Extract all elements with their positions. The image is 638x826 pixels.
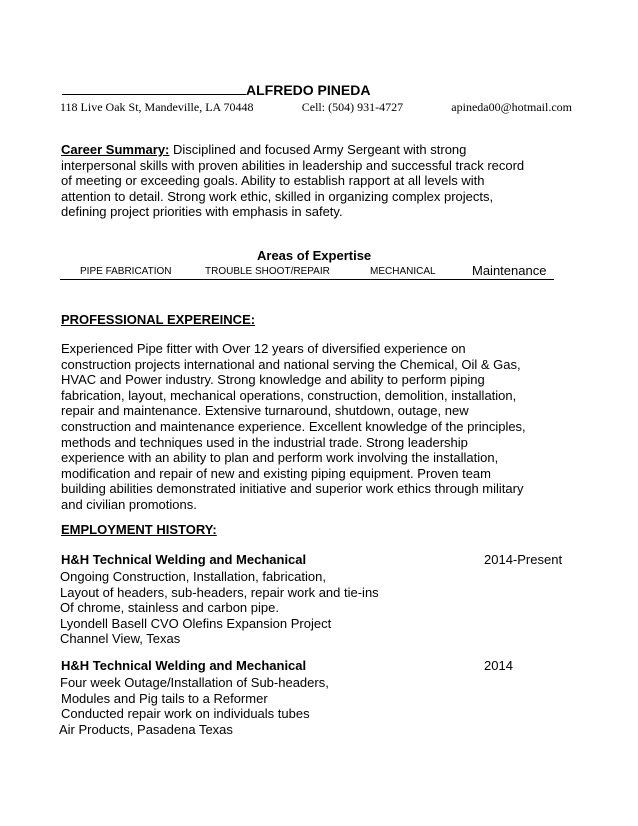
summary-label: Career Summary:	[61, 142, 170, 157]
contact-line	[60, 100, 572, 115]
job-dates: 2014	[484, 658, 513, 673]
job-detail-line: Modules and Pig tails to a Reformer	[61, 690, 268, 706]
job-detail-line: Of chrome, stainless and carbon pipe.	[60, 600, 279, 615]
job-company: H&H Technical Welding and Mechanical	[61, 658, 307, 673]
candidate-name-line	[62, 82, 570, 98]
professional-heading: PROFESSIONAL EXPEREINCE:	[61, 312, 256, 327]
address: 118 Live Oak St, Mandeville, LA 70448	[60, 100, 254, 114]
professional-line: modification and repair of new and existing piping equipment. Proven team	[61, 465, 491, 481]
summary-line: Career Summary: Disciplined and focused Army Sergeant with strong	[61, 142, 467, 157]
job-detail-line: Four week Outage/Installation of Sub-headers,	[60, 675, 329, 690]
professional-line: HVAC and Power industry. Strong knowledge and ability to perform piping	[61, 372, 485, 388]
professional-line: fabrication, layout, mechanical operations, construction, demolition, installation,	[61, 387, 517, 403]
areas-row	[60, 265, 554, 280]
area-item: TROUBLE SHOOT/REPAIR	[205, 266, 330, 277]
job-details	[60, 675, 329, 737]
name-underline-rule	[62, 93, 246, 95]
professional-line: and civilian promotions.	[61, 496, 197, 512]
summary-line: attention to detail. Strong work ethic, skilled in organizing complex projects,	[61, 188, 494, 204]
summary-line: of meeting or exceeding goals. Ability to establish rapport at all levels with	[61, 173, 485, 189]
job-dates: 2014-Present	[484, 552, 563, 567]
professional-line: building abilities demonstrated initiative and superior work ethics through military	[61, 481, 524, 497]
professional-line: repair and maintenance. Extensive turnaround, shutdown, outage, new	[61, 403, 469, 419]
area-item: Maintenance	[472, 263, 547, 278]
job-detail-line: Layout of headers, sub-headers, repair work and tie-ins	[60, 584, 379, 600]
summary-line: interpersonal skills with proven abilities in leadership and successful track record	[61, 157, 525, 173]
career-summary	[61, 142, 524, 220]
areas-heading: Areas of Expertise	[257, 248, 372, 263]
job-detail-line: Lyondell Basell CVO Olefins Expansion Project	[60, 615, 332, 631]
professional-line: construction projects international and national serving the Chemical, Oil & Gas,	[61, 356, 521, 372]
employment-heading: EMPLOYMENT HISTORY:	[61, 522, 217, 537]
area-item: MECHANICAL	[370, 266, 436, 277]
job-detail-line: Conducted repair work on individuals tubes	[61, 706, 310, 721]
job-details	[60, 569, 379, 647]
job-company: H&H Technical Welding and Mechanical	[61, 552, 307, 567]
summary-line: defining project priorities with emphasis in safety.	[61, 204, 343, 220]
professional-text	[61, 341, 526, 513]
professional-line: construction and maintenance experience. Excellent knowledge of the principles,	[61, 418, 526, 434]
professional-line: methods and techniques used in the industrial trade. Strong leadership	[61, 434, 468, 450]
email: apineda00@hotmail.com	[451, 100, 572, 114]
candidate-name: ALFREDO PINEDA	[246, 82, 371, 98]
area-item: PIPE FABRICATION	[80, 266, 172, 277]
job-detail-line: Ongoing Construction, Installation, fabrication,	[60, 569, 326, 584]
phone: Cell: (504) 931-4727	[301, 100, 404, 114]
job-detail-line: Air Products, Pasadena Texas	[59, 721, 233, 737]
professional-line: experience with an ability to plan and perform work involving the installation,	[61, 450, 499, 466]
professional-line: Experienced Pipe fitter with Over 12 years of diversified experience on	[61, 341, 466, 356]
job-detail-line: Channel View, Texas	[60, 631, 181, 646]
